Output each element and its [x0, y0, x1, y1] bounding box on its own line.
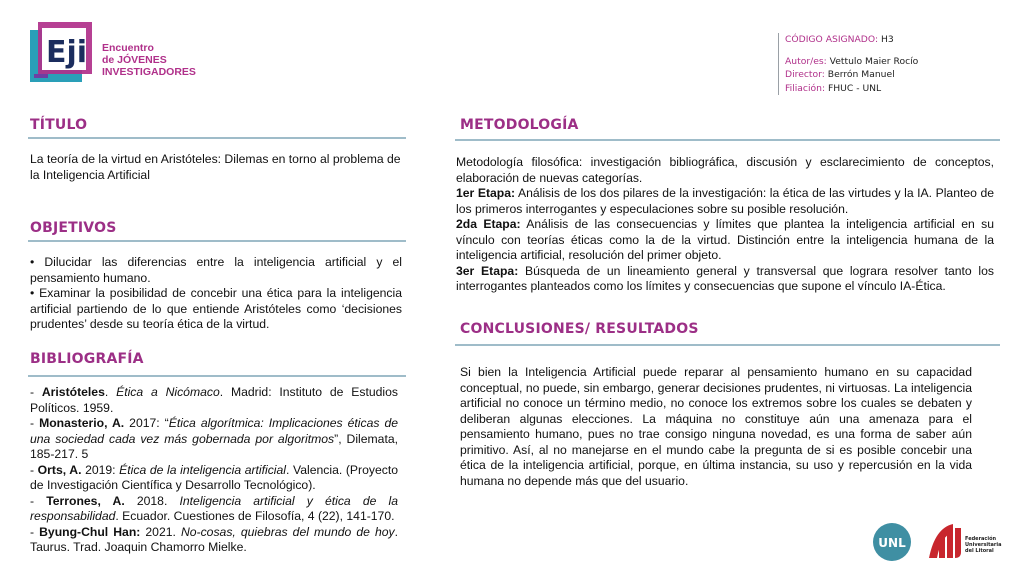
- metodologia-heading: METODOLOGÍA: [460, 117, 579, 133]
- bib-entry: - Aristóteles. Ética a Nicómaco. Madrid: Instituto de Estudios Políticos. 1959.: [30, 385, 398, 415]
- objetivo-item: • Dilucidar las diferencias entre la inteligencia artificial y el pensamiento humano.: [30, 255, 402, 285]
- eji-logo: [30, 22, 92, 82]
- metodologia-stage: 1er Etapa: Análisis de los dos pilares de la investigación: la ética de las virtudes y la IA. Planteo de los primeros interrogantes y especulaciones sobre su posible resolución.: [456, 186, 995, 216]
- bib-entry: - Byung-Chul Han: 2021. No-cosas, quiebras del mundo de hoy. Taurus. Trad. Joaquin Chamorro Mielke.: [30, 524, 398, 554]
- bibliografia-rule: [28, 375, 406, 377]
- bib-entry: - Terrones, A. 2018. Inteligencia artificial y ética de la responsabilidad. Ecuador. Cuestiones de Filosofía, 4 (22), 141-170.: [30, 493, 398, 523]
- svg-text:del Litoral: del Litoral: [965, 548, 994, 554]
- metodologia-stage: 3er Etapa: Búsqueda de un lineamiento general y transversal que lograra resolver tanto los interrogantes planteados como los límites y consecuencias que supone el vínculo IA-Ética.: [456, 263, 994, 293]
- fuc-logo: [925, 518, 1015, 566]
- titulo-heading: TÍTULO: [30, 117, 88, 133]
- metodologia-stage: 2da Etapa: Análisis de las consecuencias y límites que plantea la inteligencia artificial en su vínculo con teorías éticas como la de la virtud. Distinción entre la inteligencia humana de la inteligencia artificial, resolución del primer objeto.: [456, 217, 994, 262]
- objetivo-item: • Examinar la posibilidad de concebir una ética para la inteligencia artificial partiendo de lo que entiende Aristóteles como ‘decisiones prudentes’ desde su teoría ética de la virtud.: [30, 286, 402, 331]
- conclusiones-text: Si bien la Inteligencia Artificial puede reparar al pensamiento humano en su capacidad conceptual, no puede, sin embargo, generar decisiones prudentes, ni virtuosas. La inteligencia artificial no conoce un término medio, no conoce los extremos sobre los cuales se debaten y deliberan algunas elecciones. La máquina no constituye aún una amenaza para el pensamiento humano, pues no trae consigo ninguna novedad, es una forma de saber aún primitivo. Así, al no manejarse en el mundo cabe la pregunta de si es posible concebir una ética de la inteligencia artificial, porque, en última instancia, su uso y repercusión en la vida humana no depende más que del usuario.: [460, 365, 972, 488]
- svg-text:Federación: Federación: [965, 536, 997, 542]
- logo-text: Encuentro de JÓVENES INVESTIGADORES: [102, 42, 196, 78]
- bib-entry: - Monasterio, A. 2017: “Ética algorítmica: Implicaciones éticas de una sociedad cada vez más gobernada por algoritmos”, Dilemata, 185-217. 5: [30, 416, 399, 461]
- director-line: Director: Berrón Manuel: [785, 69, 895, 80]
- svg-text:Eji: Eji: [46, 35, 88, 70]
- metodologia-rule: [455, 139, 1000, 141]
- metodologia-intro: Metodología filosófica: investigación bibliográfica, discusión y esclarecimiento de conceptos, elaboración de nuevas categorías.: [456, 155, 994, 185]
- unl-logo: [872, 522, 912, 562]
- autor-line: Autor/es: Vettulo Maier Rocío: [785, 55, 919, 67]
- titulo-rule: [28, 137, 406, 139]
- metodologia-text: [456, 155, 994, 295]
- filiacion-line: Filiación: FHUC - UNL: [785, 82, 882, 94]
- conclusiones-heading: CONCLUSIONES/ RESULTADOS: [460, 321, 699, 337]
- objetivos-rule: [28, 240, 406, 242]
- codigo-line: CÓDIGO ASIGNADO: H3: [785, 34, 894, 45]
- bibliografia-heading: BIBLIOGRAFÍA: [30, 351, 144, 367]
- conclusiones-rule: [455, 344, 1000, 346]
- titulo-text: La teoría de la virtud en Aristóteles: Dilemas en torno al problema de la Inteligencia Artificial: [30, 152, 401, 182]
- bibliografia-list: [30, 385, 398, 556]
- svg-text:Universitaria: Universitaria: [965, 542, 1002, 548]
- objetivos-list: [30, 255, 402, 333]
- info-box: [778, 33, 918, 95]
- objetivos-heading: OBJETIVOS: [30, 220, 117, 236]
- svg-text:UNL: UNL: [878, 536, 906, 550]
- bib-entry: - Orts, A. 2019: Ética de la inteligencia artificial. Valencia. (Proyecto de Investigación Científica y Desarrollo Tecnológico).: [30, 462, 398, 492]
